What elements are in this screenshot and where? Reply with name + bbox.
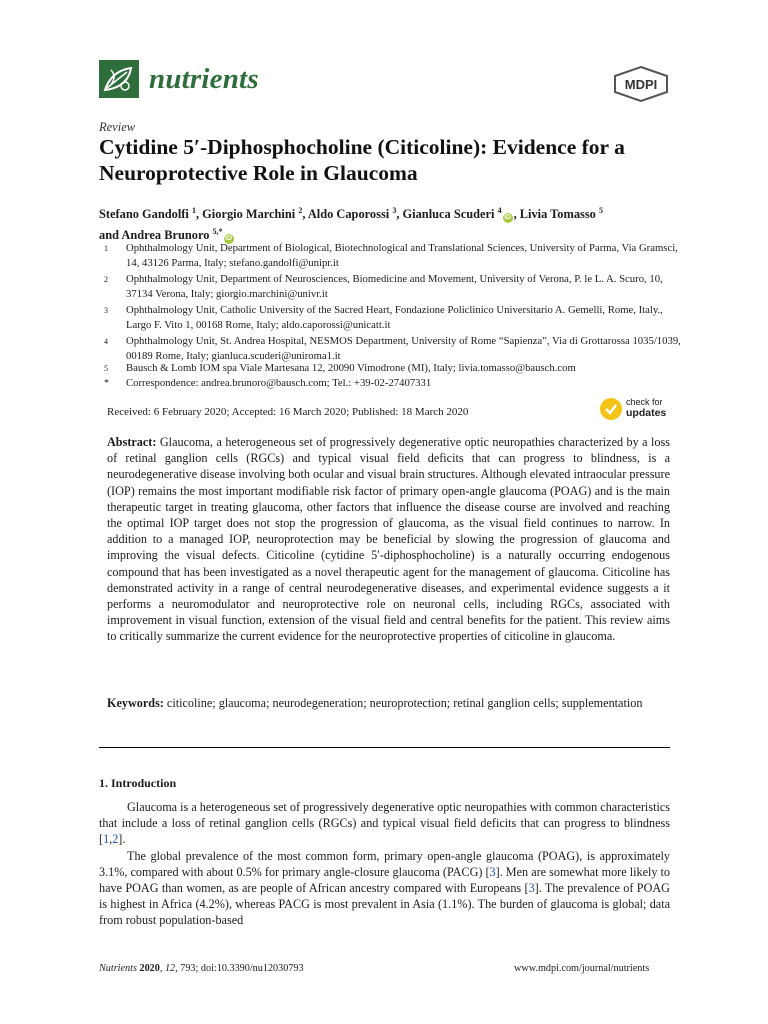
- author-name[interactable]: Gianluca Scuderi: [402, 207, 495, 222]
- author-affil-marker: 5: [598, 206, 603, 215]
- citation-link[interactable]: 1: [103, 832, 110, 847]
- abstract-text: Glaucoma, a heterogeneous set of progressively degenerative optic neuropathies characterized by a loss of retinal ganglion cells (RGCs) and typical visual field deficits that can progress to blindness, is a neurodegenerative disease involving both ocular and visual brain structures. Although elevated intraocular pressure (IOP) remains the most important modifiable risk factor of primary open-angle glaucoma (POAG) and is the main therapeutic target in treating glaucoma, other factors that influence the disease course are involved and reaching the optimal IOP target does not stop the progression of glaucoma, as the visual field continues to narrow. In addition to a managed IOP, neuroprotection may be beneficial by slowing the progression of glaucoma and improving the visual defects. Citicoline (cytidine 5′-diphosphocholine) is a naturally occurring endogenous compound that has been investigated as a novel therapeutic agent for the management of glaucoma. Citicoline has demonstrated activity in a range of central neurodegenerative diseases, and experimental evidence suggests a it performs a neuromodulator and neuroprotective role on neuronal cells, including RGCs, associated with improvement in visual function, extension of the visual field and central benefits for the patient. This review aims to critically summarize the current evidence for the neuroprotective properties of citicoline in glaucoma.: [107, 435, 670, 644]
- body-text: [99, 799, 670, 929]
- mdpi-logo-icon: [612, 66, 670, 102]
- author-affil-marker: 2: [298, 206, 303, 215]
- author-affil-marker: 5,*: [212, 227, 223, 237]
- author-list: Stefano Gandolfi $^1$, Giorgio Marchini $^2$, Aldo Caporossi $^3$, Gianluca Scuderi $^4$iD , Livia Tomasso $^5$ and Andrea Brunoro $^{5,*}$iD: [99, 206, 603, 243]
- affiliation-marker: 3: [104, 306, 108, 315]
- affiliation-marker: 4: [104, 337, 108, 346]
- citation-footer: Nutrients 2020, 12, 793; doi:10.3390/nu12030793: [99, 963, 304, 974]
- publication-dates: Received: 6 February 2020; Accepted: 16 March 2020; Published: 18 March 2020: [107, 406, 469, 418]
- affiliation: [104, 361, 684, 377]
- affiliation: [104, 303, 684, 334]
- affiliation-text: Bausch & Lomb IOM spa Viale Martesana 12, 20090 Vimodrone (MI), Italy; livia.tomasso@bausch.com: [126, 362, 576, 374]
- correspondence: [104, 376, 684, 392]
- paragraph: Glaucoma is a heterogeneous set of progressively degenerative optic neuropathies with common characteristics that include a loss of retinal ganglion cells (RGCs) and typical visual field deficits that can progress to blindness [1,2].: [99, 800, 670, 847]
- nutrients-leaf-logo-icon: [99, 60, 139, 98]
- check-for-updates-label: check for updates: [626, 397, 667, 419]
- author-affil-marker: 1: [191, 206, 196, 215]
- citation-link[interactable]: 2: [112, 832, 119, 847]
- abstract-label: Abstract:: [107, 435, 157, 449]
- check-for-updates-icon: [600, 398, 622, 420]
- correspondence-marker: *: [104, 378, 109, 389]
- keywords-label: Keywords:: [107, 696, 164, 710]
- citation-link[interactable]: 3: [528, 881, 535, 896]
- abstract: [107, 434, 670, 645]
- section-divider: [99, 747, 670, 748]
- affiliation-text: Ophthalmology Unit, St. Andrea Hospital, NESMOS Department, University of Rome “Sapienza”, Via di Grottarossa 1035/1039, 00189 Rome, Italy; gianluca.scuderi@uniroma1.it: [126, 335, 681, 363]
- affiliation: [104, 272, 684, 303]
- keywords: [107, 695, 670, 712]
- affiliation-text: Ophthalmology Unit, Department of Neurosciences, Biomedicine and Movement, University of Verona, P. le L. A. Scuro, 10, 37134 Verona, Italy; giorgio.marchini@univr.it: [126, 273, 663, 301]
- orcid-icon[interactable]: iD: [504, 214, 512, 222]
- journal-name: nutrients: [149, 63, 259, 95]
- correspondence-text: Correspondence: andrea.brunoro@bausch.com; Tel.: +39-02-27407331: [126, 377, 432, 389]
- author-name[interactable]: Aldo Caporossi: [307, 207, 390, 222]
- affiliation: [104, 241, 684, 272]
- author-name[interactable]: Livia Tomasso: [519, 207, 596, 222]
- author-name[interactable]: Giorgio Marchini: [202, 207, 296, 222]
- author-name[interactable]: Stefano Gandolfi: [99, 207, 189, 222]
- section-heading: 1. Introduction: [99, 776, 177, 790]
- journal-url-link[interactable]: www.mdpi.com/journal/nutrients: [514, 963, 650, 974]
- affiliation-marker: 5: [104, 364, 108, 373]
- check-for-updates-button[interactable]: [600, 396, 672, 424]
- author-affil-marker: 4: [497, 206, 502, 215]
- article-type: Review: [99, 120, 136, 134]
- keywords-text: citicoline; glaucoma; neurodegeneration; neuroprotection; retinal ganglion cells; supplementation: [166, 696, 643, 710]
- affiliation-marker: 2: [104, 275, 108, 284]
- affiliation-marker: 1: [104, 244, 108, 253]
- orcid-icon[interactable]: iD: [225, 235, 233, 243]
- affiliation-text: Ophthalmology Unit, Catholic University of the Sacred Heart, Fondazione Policlinico Universitario A. Gemelli, Rome, Italy., Largo F. Vito 1, 00168 Rome, Italy; aldo.caporossi@unicatt.it: [126, 304, 663, 332]
- citation-link[interactable]: 3: [489, 864, 496, 879]
- author-affil-marker: 3: [392, 206, 397, 215]
- affiliation-text: Ophthalmology Unit, Department of Biological, Biotechnological and Translational Sciences, University of Parma, Via Gramsci, 14, 43126 Parma, Italy; stefano.gandolfi@unipr.it: [126, 242, 678, 270]
- publisher-name: MDPI: [624, 77, 658, 92]
- article-title: Cytidine 5′-Diphosphocholine (Citicoline): Evidence for a Neuroprotective Role in Glaucoma: [99, 135, 625, 185]
- author-name[interactable]: Andrea Brunoro: [121, 228, 210, 243]
- paragraph: The global prevalence of the most common form, primary open-angle glaucoma (POAG), is approximately 3.1%, compared with about 0.5% for primary angle-closure glaucoma (PACG) [3]. Men are somewhat more likely to have POAG than women, as are people of African ancestry compared with Europeans [3]. The prevalence of POAG is highest in Africa (4.2%), whereas PACG is most prevalent in Asia (1.1%). The burden of glaucoma is global; data from robust population-based: [99, 848, 670, 928]
